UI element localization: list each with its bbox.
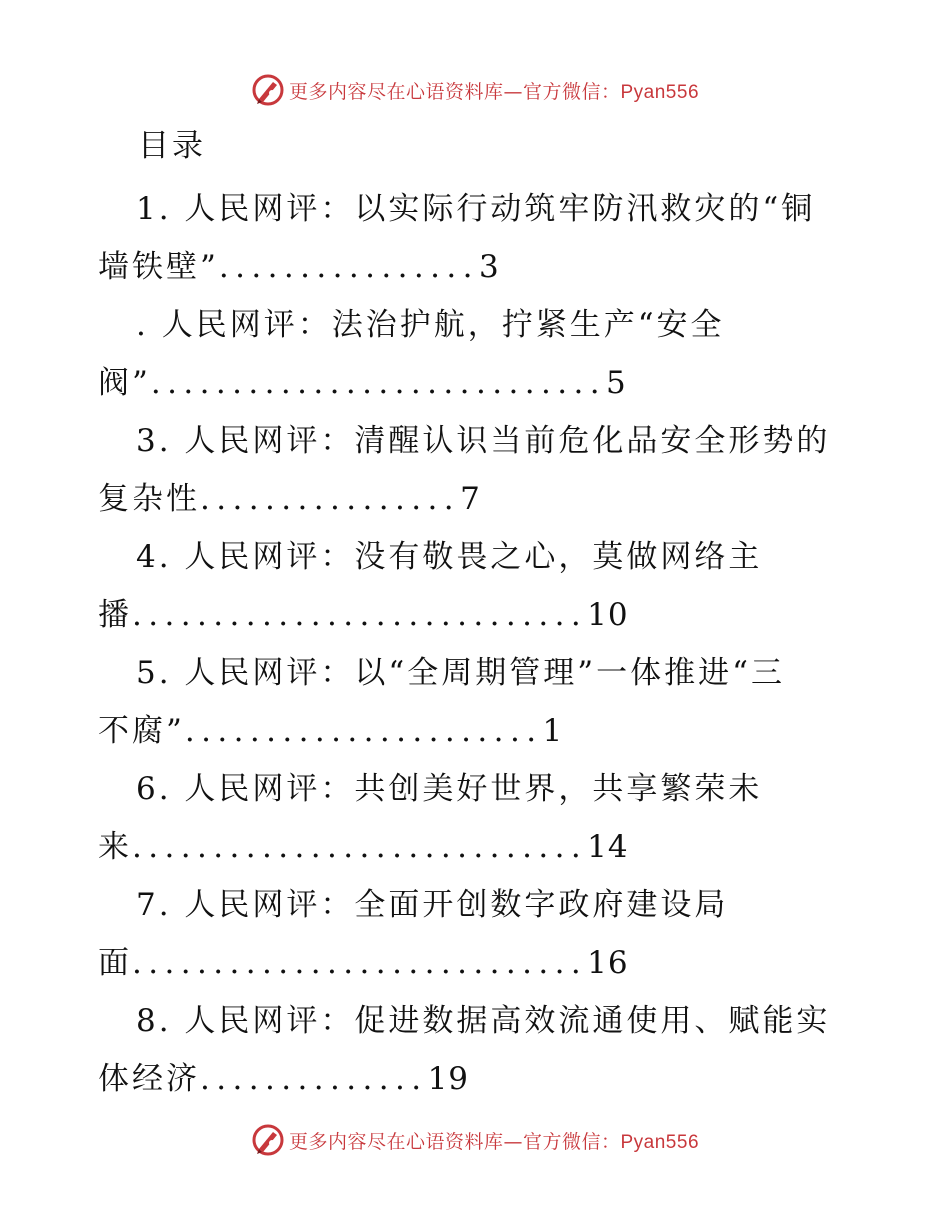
- toc-page-number: 3: [478, 249, 500, 285]
- toc-leader-dots: ............................: [150, 365, 606, 401]
- toc-entry[interactable]: [98, 528, 858, 644]
- toc-leader-dots: ..............: [200, 1061, 428, 1097]
- toc-entry[interactable]: [98, 876, 858, 992]
- toc-page-number: 10: [587, 597, 629, 633]
- toc-entry-continuation: [98, 238, 858, 296]
- toc-entry[interactable]: [98, 412, 858, 528]
- toc-leader-dots: ......................: [184, 713, 543, 749]
- toc-entry-continuation: [98, 470, 858, 528]
- toc-entry-title: 7. 人民网评：全面开创数字政府建设局: [136, 887, 729, 923]
- toc-entry-title-end: 面: [98, 945, 132, 981]
- toc-entry-title-end: 阀”: [98, 365, 151, 401]
- document-body: [98, 122, 858, 1108]
- toc-entry[interactable]: [98, 296, 858, 412]
- toc-entry[interactable]: [98, 644, 858, 760]
- toc-entry-continuation: [98, 818, 858, 876]
- toc-entry-continuation: [98, 934, 858, 992]
- watermark-text: [289, 1127, 699, 1154]
- toc-entry-continuation: [98, 1050, 858, 1108]
- toc-entry-title: 1. 人民网评：以实际行动筑牢防汛救灾的“铜: [136, 191, 816, 227]
- toc-entry-title-end: 复杂性: [98, 481, 200, 517]
- toc-title: 目录: [138, 128, 206, 164]
- toc-entry-title: . 人民网评：法治护航，拧紧生产“安全: [136, 307, 725, 343]
- toc-entry-title-end: 播: [98, 597, 132, 633]
- toc-leader-dots: ............................: [132, 945, 588, 981]
- toc-entry-continuation: [98, 586, 858, 644]
- toc-page-number: 5: [605, 365, 627, 401]
- toc-entry[interactable]: [98, 992, 858, 1108]
- wechat-id: Pyan556: [620, 81, 700, 103]
- toc-list: [98, 180, 858, 1108]
- toc-entry-continuation: [98, 354, 858, 412]
- footer-watermark: [0, 1120, 950, 1160]
- toc-page-number: 14: [587, 829, 629, 865]
- toc-entry[interactable]: [98, 760, 858, 876]
- pen-logo-icon: [251, 1123, 285, 1157]
- toc-entry-title-end: 不腐”: [98, 713, 185, 749]
- toc-page-number: 7: [460, 481, 481, 517]
- toc-leader-dots: ................: [218, 249, 479, 285]
- toc-entry-title: 6. 人民网评：共创美好世界，共享繁荣未: [136, 771, 763, 807]
- toc-leader-dots: ............................: [132, 597, 588, 633]
- toc-leader-dots: ............................: [132, 829, 588, 865]
- watermark-label: 更多内容尽在心语资料库—官方微信：: [288, 80, 621, 103]
- toc-entry-title-end: 体经济: [98, 1061, 200, 1097]
- toc-entry-title: 3. 人民网评：清醒认识当前危化品安全形势的: [136, 423, 831, 459]
- toc-entry-title: 4. 人民网评：没有敬畏之心，莫做网络主: [136, 539, 763, 575]
- toc-page-number: 1: [542, 713, 564, 749]
- watermark-text: [289, 77, 699, 104]
- wechat-id: Pyan556: [620, 1131, 700, 1153]
- toc-entry-title: 8. 人民网评：促进数据高效流通使用、赋能实: [136, 1003, 831, 1039]
- toc-page-number: 19: [427, 1061, 470, 1097]
- toc-entry[interactable]: [98, 180, 858, 296]
- toc-entry-continuation: [98, 702, 858, 760]
- watermark-label: 更多内容尽在心语资料库—官方微信：: [288, 1130, 621, 1153]
- toc-leader-dots: ................: [200, 481, 461, 517]
- pen-logo-icon: [251, 73, 285, 107]
- toc-entry-title: 5. 人民网评：以“全周期管理”一体推进“三: [136, 655, 785, 691]
- toc-entry-title-end: 墙铁壁”: [98, 249, 219, 285]
- toc-page-number: 16: [587, 945, 629, 981]
- header-watermark: [0, 70, 950, 110]
- toc-entry-title-end: 来: [98, 829, 132, 865]
